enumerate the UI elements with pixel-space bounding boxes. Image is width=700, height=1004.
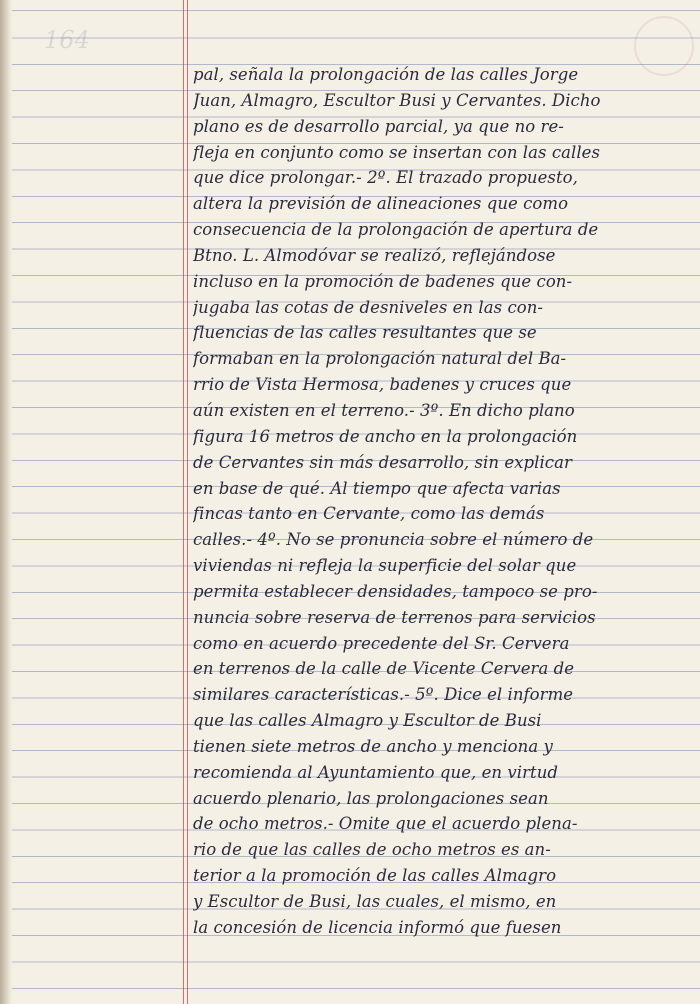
text-line: la concesión de licencia informó que fuesen	[193, 917, 562, 937]
text-line: incluso en la promoción de badenes que con-	[193, 271, 573, 291]
text-line: formaban en la prolongación natural del Ba-	[193, 349, 567, 369]
text-line: pal, señala la prolongación de las calles Jorge	[193, 65, 579, 84]
text-line: como en acuerdo precedente del Sr. Cervera	[193, 633, 570, 653]
page-binding-edge	[0, 0, 12, 1004]
text-line: que dice prolongar.- 2º. El trazado propuesto,	[193, 168, 578, 188]
text-line: rio de que las calles de ocho metros es an-	[193, 840, 551, 860]
text-line: altera la previsión de alineaciones que como	[193, 194, 569, 214]
text-line: nuncia sobre reserva de terrenos para servicios	[193, 607, 596, 627]
text-line: viviendas ni refleja la superficie del solar que	[193, 556, 577, 576]
text-line: de Cervantes sin más desarrollo, sin explicar	[193, 452, 572, 472]
text-line: terior a la promoción de las calles Almagro	[193, 866, 557, 886]
text-line: que las calles Almagro y Escultor de Busi	[193, 711, 542, 731]
text-line: jugaba las cotas de desniveles en las con-	[193, 297, 544, 317]
text-line: fleja en conjunto como se insertan con las calles	[193, 142, 600, 162]
text-line: de ocho metros.- Omite que el acuerdo plena-	[193, 814, 578, 834]
text-line: acuerdo plenario, las prolongaciones sean	[193, 788, 549, 808]
text-line: permita establecer densidades, tampoco se pro-	[193, 581, 598, 601]
text-line: similares características.- 5º. Dice el informe	[193, 685, 574, 705]
text-line: fincas tanto en Cervante, como las demás	[193, 504, 545, 524]
text-line: en base de qué. Al tiempo que afecta varias	[193, 478, 561, 498]
text-line: rrio de Vista Hermosa, badenes y cruces que	[193, 375, 572, 395]
text-line: consecuencia de la prolongación de apertura de	[193, 220, 599, 240]
text-line: calles.- 4º. No se pronuncia sobre el número de	[193, 530, 594, 550]
text-line: recomienda al Ayuntamiento que, en virtud	[193, 762, 558, 782]
handwritten-text-block	[193, 62, 695, 941]
text-line: fluencias de las calles resultantes que se	[193, 323, 537, 343]
margin-rule-right	[187, 0, 188, 1004]
text-line: aún existen en el terreno.- 3º. En dicho plano	[193, 400, 575, 420]
page-number-bleedthrough: 164	[44, 26, 90, 54]
text-line: en terrenos de la calle de Vicente Cervera de	[193, 659, 575, 679]
text-line: plano es de desarrollo parcial, ya que no re-	[193, 116, 564, 136]
text-line: y Escultor de Busi, las cuales, el mismo, en	[193, 892, 557, 911]
margin-rule-left	[183, 0, 184, 1004]
text-line: Btno. L. Almodóvar se realizó, reflejándose	[193, 245, 556, 265]
text-line: tienen siete metros de ancho y menciona y	[193, 736, 553, 756]
text-line: figura 16 metros de ancho en la prolongación	[193, 426, 578, 446]
text-line: Juan, Almagro, Escultor Busi y Cervantes. Dicho	[193, 90, 601, 110]
